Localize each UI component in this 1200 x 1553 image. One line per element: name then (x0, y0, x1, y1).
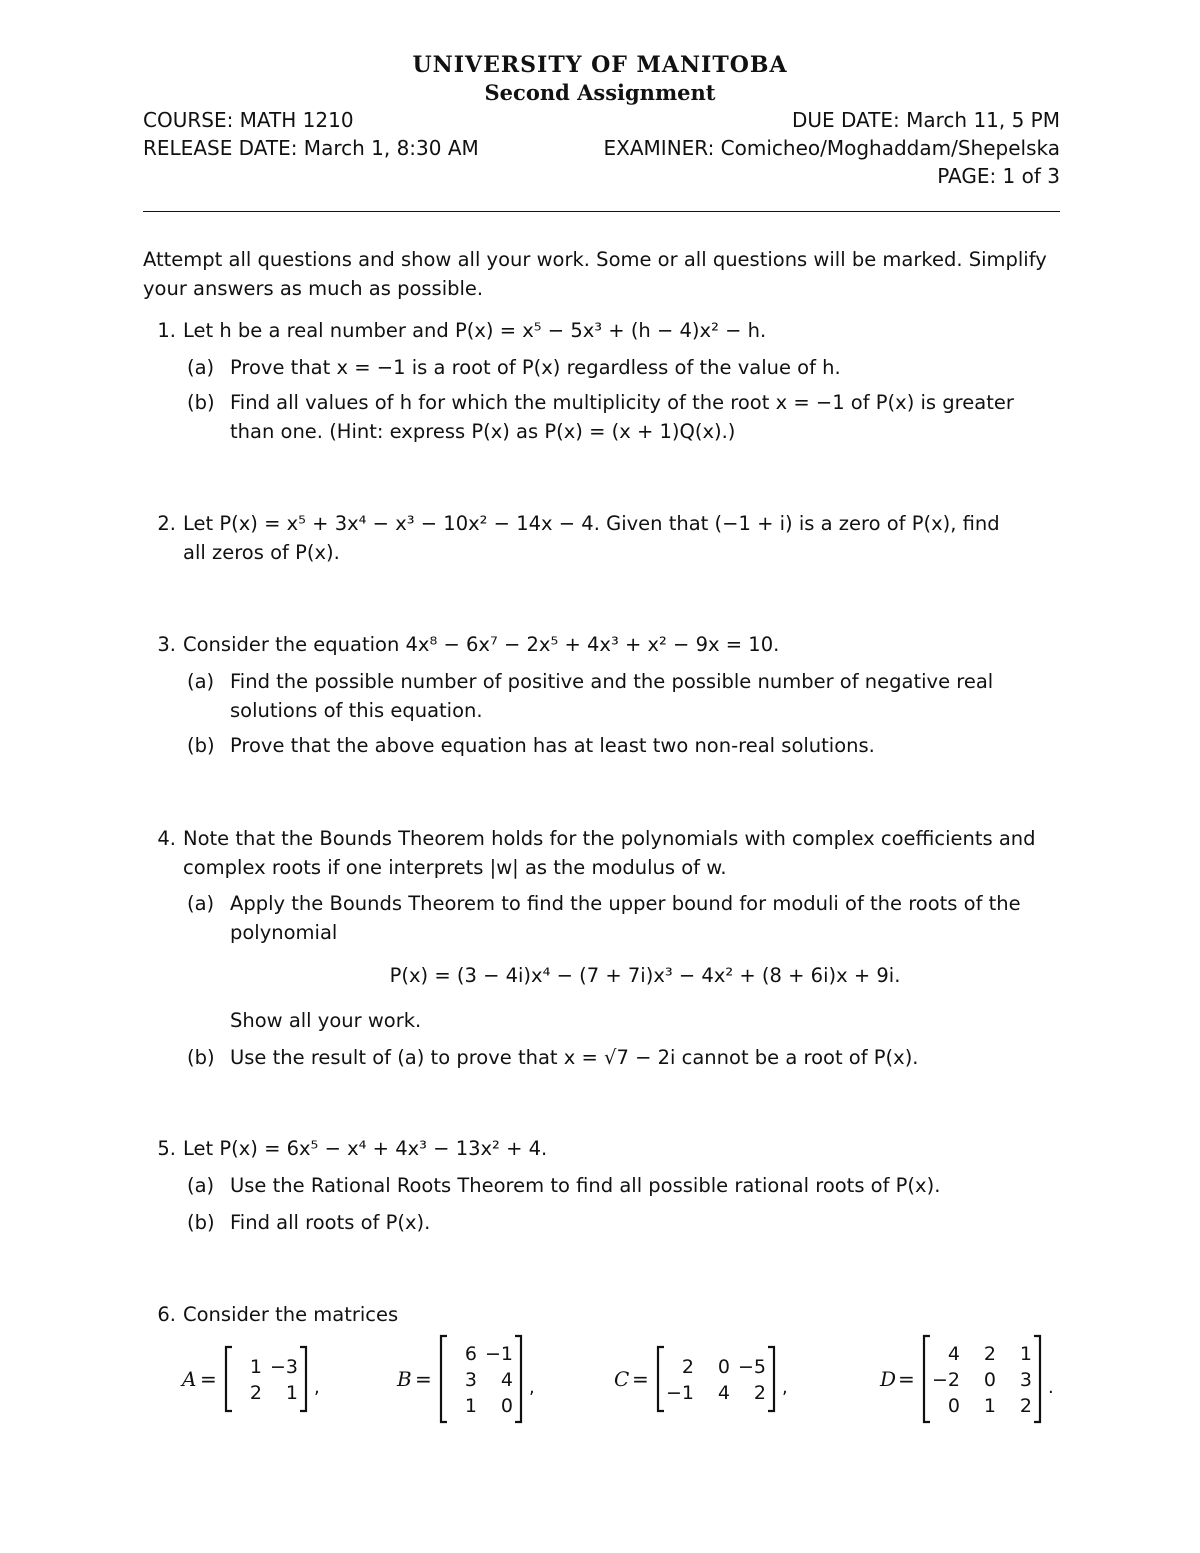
question-1a-label: (a) (187, 356, 215, 379)
question-6-text: Consider the matrices (183, 1303, 399, 1326)
matrix-trailing-punctuation: , (782, 1377, 788, 1398)
question-5b-text: Find all roots of P(x). (230, 1211, 431, 1234)
question-1a-text: Prove that x = −1 is a root of P(x) regardless of the value of h. (230, 356, 841, 379)
matrix-a (180, 1336, 336, 1426)
matrix-entry: 6 (464, 1343, 477, 1365)
left-bracket (924, 1336, 930, 1422)
matrix-entry: −3 (269, 1356, 298, 1378)
question-5b-label: (b) (187, 1211, 215, 1234)
question-3a-text-2: solutions of this equation. (230, 699, 483, 722)
left-bracket (441, 1336, 447, 1422)
question-5-number: 5. (157, 1137, 176, 1160)
equals-sign: = (200, 1367, 217, 1391)
question-4-text-2: complex roots if one interprets |w| as the modulus of w. (183, 856, 727, 879)
matrix-entry: 4 (500, 1369, 513, 1391)
matrix-b-svg (395, 1336, 551, 1422)
matrix-entry: −1 (484, 1343, 513, 1365)
question-4-number: 4. (157, 827, 176, 850)
matrix-entry: 1 (983, 1395, 996, 1417)
matrix-entry: 3 (1019, 1369, 1032, 1391)
matrix-entry: 2 (249, 1382, 262, 1404)
question-6-number: 6. (157, 1303, 176, 1326)
question-4a-after-text: Show all your work. (230, 1009, 422, 1032)
right-bracket (768, 1347, 774, 1411)
question-3-number: 3. (157, 633, 176, 656)
matrix-entry: −5 (737, 1356, 766, 1378)
matrix-entry: 0 (717, 1356, 730, 1378)
examiner: EXAMINER: Comicheo/Moghaddam/Shepelska (603, 136, 1060, 160)
question-5a-label: (a) (187, 1174, 215, 1197)
question-3a-label: (a) (187, 670, 215, 693)
question-4a-text-2: polynomial (230, 921, 338, 944)
matrix-entry: 0 (500, 1395, 513, 1417)
matrix-entry: 2 (983, 1343, 996, 1365)
equals-sign: = (415, 1367, 432, 1391)
question-2-text-2: all zeros of P(x). (183, 541, 340, 564)
question-1-text: Let h be a real number and P(x) = x⁵ − 5x³ + (h − 4)x² − h. (183, 319, 767, 342)
course-label: COURSE: MATH 1210 (143, 108, 354, 132)
question-3b-text: Prove that the above equation has at least two non-real solutions. (230, 734, 875, 757)
matrix-entry: 1 (285, 1382, 298, 1404)
left-bracket (226, 1347, 232, 1411)
page-number: PAGE: 1 of 3 (937, 164, 1060, 188)
matrix-trailing-punctuation: , (314, 1377, 320, 1398)
question-4a-label: (a) (187, 892, 215, 915)
right-bracket (300, 1347, 306, 1411)
question-4-text-1: Note that the Bounds Theorem holds for the polynomials with complex coefficients and (183, 827, 1036, 850)
question-1b-text-1: Find all values of h for which the multiplicity of the root x = −1 of P(x) is greater (230, 391, 1014, 414)
equals-sign: = (632, 1367, 649, 1391)
matrix-name: D (880, 1367, 897, 1391)
question-3a-text-1: Find the possible number of positive and the possible number of negative real (230, 670, 994, 693)
matrix-entry: 2 (681, 1356, 694, 1378)
matrix-name: C (614, 1367, 630, 1391)
right-bracket (515, 1336, 521, 1422)
matrix-trailing-punctuation: . (1048, 1377, 1054, 1398)
question-2-number: 2. (157, 512, 176, 535)
header-divider (143, 211, 1060, 212)
instructions-line-2: your answers as much as possible. (143, 277, 484, 300)
question-4a-display-equation: P(x) = (3 − 4i)x⁴ − (7 + 7i)x³ − 4x² + (8 + 6i)x + 9i. (389, 964, 901, 987)
question-3b-label: (b) (187, 734, 215, 757)
matrix-name: B (397, 1367, 412, 1391)
matrix-entry: 0 (947, 1395, 960, 1417)
matrix-a-svg (180, 1336, 336, 1422)
matrix-entry: −2 (931, 1369, 960, 1391)
question-3-text: Consider the equation 4x⁸ − 6x⁷ − 2x⁵ + 4x³ + x² − 9x = 10. (183, 633, 780, 656)
release-date: RELEASE DATE: March 1, 8:30 AM (143, 136, 479, 160)
matrix-entry: 1 (1019, 1343, 1032, 1365)
matrix-entry: 3 (464, 1369, 477, 1391)
matrix-entry: 0 (983, 1369, 996, 1391)
question-1b-label: (b) (187, 391, 215, 414)
matrix-c (612, 1336, 804, 1426)
due-date: DUE DATE: March 11, 5 PM (791, 108, 1060, 132)
matrix-entry: 2 (753, 1382, 766, 1404)
equals-sign: = (898, 1367, 915, 1391)
right-bracket (1034, 1336, 1040, 1422)
university-title: UNIVERSITY OF MANITOBA (412, 52, 788, 78)
matrix-name: A (182, 1367, 197, 1391)
matrix-entry: 4 (947, 1343, 960, 1365)
question-4b-text: Use the result of (a) to prove that x = √7 − 2i cannot be a root of P(x). (230, 1046, 919, 1069)
matrix-d (878, 1336, 1070, 1426)
matrix-d-svg (878, 1336, 1070, 1422)
matrix-entry: −1 (665, 1382, 694, 1404)
assignment-title: Second Assignment (484, 80, 716, 105)
question-4b-label: (b) (187, 1046, 215, 1069)
question-1-number: 1. (157, 319, 176, 342)
matrix-entry: 2 (1019, 1395, 1032, 1417)
question-5-text: Let P(x) = 6x⁵ − x⁴ + 4x³ − 13x² + 4. (183, 1137, 548, 1160)
matrix-entry: 4 (717, 1382, 730, 1404)
matrix-entry: 1 (249, 1356, 262, 1378)
matrix-entry: 1 (464, 1395, 477, 1417)
question-4a-text-1: Apply the Bounds Theorem to find the upper bound for moduli of the roots of the (230, 892, 1021, 915)
matrix-b (395, 1336, 551, 1426)
question-5a-text: Use the Rational Roots Theorem to find all possible rational roots of P(x). (230, 1174, 941, 1197)
instructions-line-1: Attempt all questions and show all your work. Some or all questions will be marked. Simplify (143, 248, 1047, 271)
question-2-text-1: Let P(x) = x⁵ + 3x⁴ − x³ − 10x² − 14x − 4. Given that (−1 + i) is a zero of P(x), find (183, 512, 1000, 535)
question-1b-text-2: than one. (Hint: express P(x) as P(x) = (x + 1)Q(x).) (230, 420, 736, 443)
matrix-c-svg (612, 1336, 804, 1422)
left-bracket (658, 1347, 664, 1411)
matrix-trailing-punctuation: , (529, 1377, 535, 1398)
